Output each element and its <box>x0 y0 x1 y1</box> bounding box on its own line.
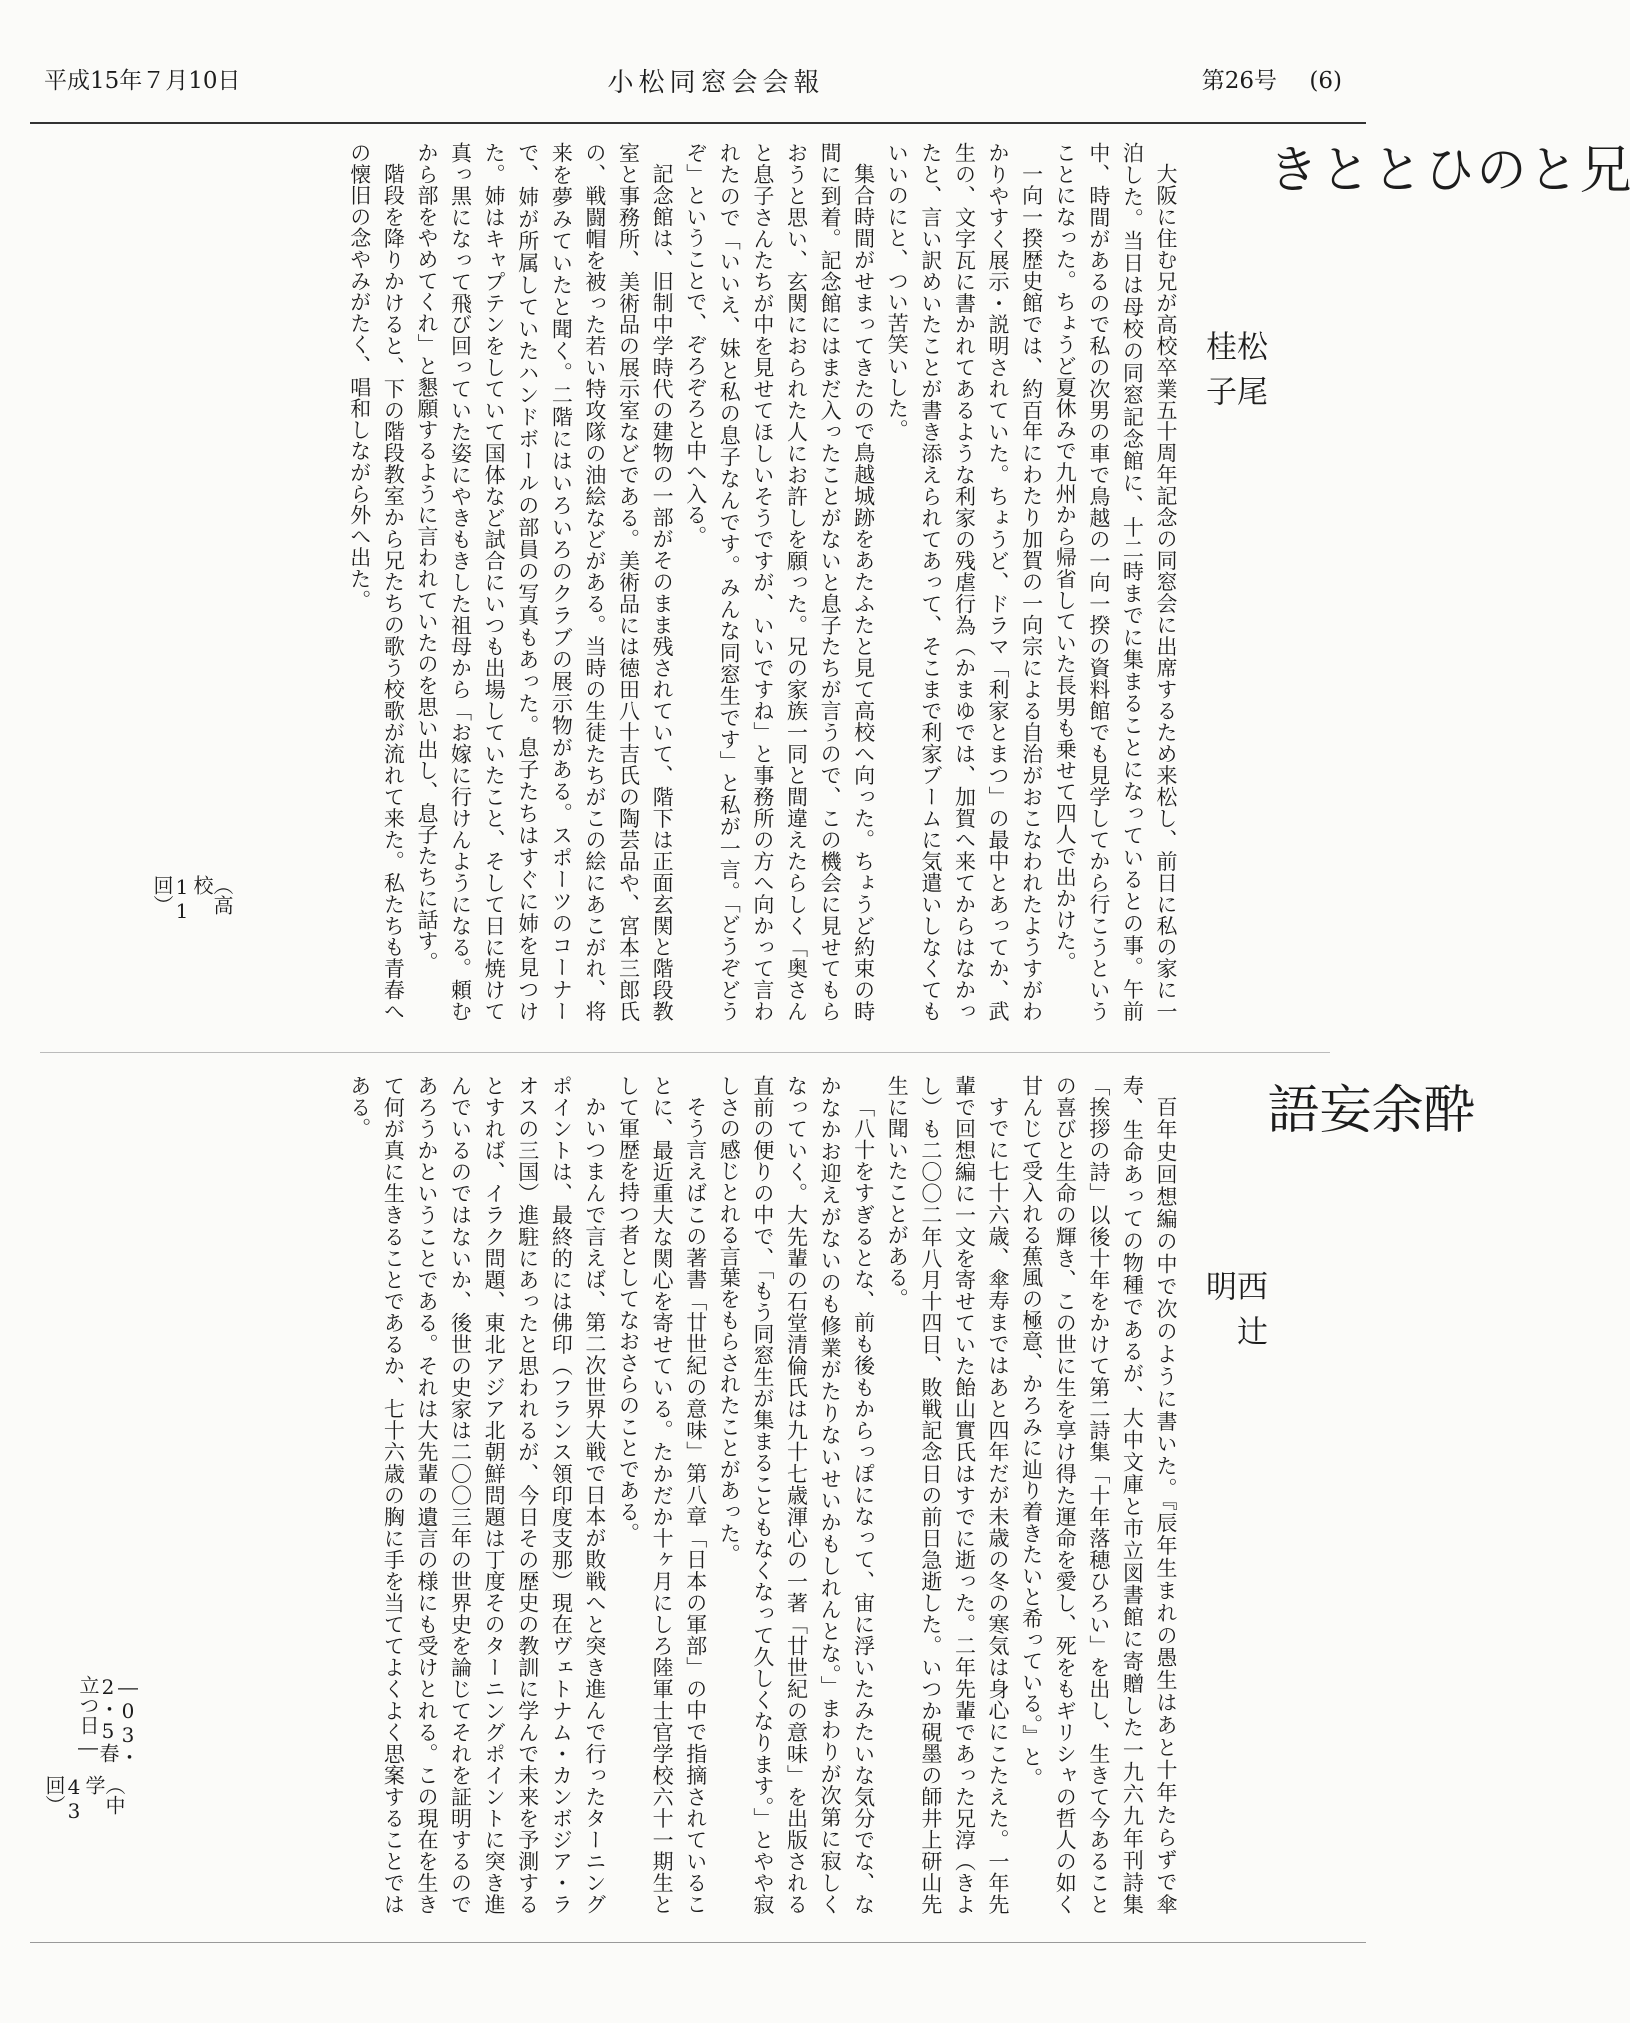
header-rule <box>30 122 1366 124</box>
paragraph: 大阪に住む兄が高校卒業五十周年記念の同窓会に出席するため来松し、前日に私の家に一泊した。当日は母校の同窓記念館に、十二時までに集まることになっているとの事。午前中、時間があるので私の次男の車で鳥越の一向一揆の資料館でも見学してから行こうということになった。ちょうど夏休みで九州から帰省していた長男も乗せて四人で出かけた。 <box>1053 142 1178 1022</box>
paragraph: 「八十をすぎるとな、前も後もからっぽになって、宙に浮いたみたいな気分でな、なかなかお迎えがないのも修業がたりないせいかもしれんとな。」まわりが次第に寂しくなっていく。大先輩の石堂清倫氏は九十七歳渾心の一著「廿世紀の意味」を出版される直前の便りの中で、「もう同窓生が集まることもなくなって久しくなります。」とやや寂しさの感じとれる言葉をもらされたことがあった。 <box>717 1075 876 1915</box>
article-author: 西辻 明 <box>1200 1270 1267 1405</box>
article-date-note: ―03・2・5春立つ日― <box>76 1675 140 1767</box>
footer-rule <box>30 1942 1366 1943</box>
paragraph: 百年史回想編の中で次のように書いた。『辰年生まれの愚生はあと十年たらずで傘寿、生命あっての物種であるが、大中文庫と市立図書館に寄贈した一九六九年刊詩集「挨拶の詩」以後十年をかけて第二詩集「十年落穂ひろい」を出し、生きて今あることの喜びと生命の輝き、この世に生を享け得た運命を愛し、死をもギリシャの哲人の如く甘んじて受入れる蕉風の極意、かろみに辿り着きたいと希っている。』と。 <box>1019 1075 1178 1915</box>
paragraph: そう言えばこの著書「廿世紀の意味」第八章「日本の軍部」の中で指摘されていることに、最近重大な関心を寄せている。たかだか十ヶ月にしろ陸軍士官学校六十一期生として軍歴を持つ者としてなおさらのことである。 <box>616 1075 708 1915</box>
paragraph: 一向一揆歴史館では、約百年にわたり加賀の一向宗による自治がおこなわれたようすがわかりやすく展示・説明されていた。ちょうど、ドラマ「利家とまつ」の最中とあってか、武生の、文字瓦に書かれてあるような利家の残虐行為（かまゆでは、加賀へ来てからはなかったと、言い訳めいたことが書き添えられてあって、そこまで利家ブームに気遣いしなくてもいいのにと、つい苦笑いした。 <box>885 142 1044 1022</box>
article-signature: （中学43回） <box>42 1775 126 1823</box>
article-title: 酔余妄語 <box>1258 1082 1474 1138</box>
paragraph: 集合時間がせまってきたので鳥越城跡をあたふたと見て高校へ向った。ちょうど約束の時間に到着。記念館にはまだ入ったことがないと息子たちが言うので、この機会に見せてもらおうと思い、玄関におられた人にお許しを願った。兄の家族一同と間違えたらしく「奥さんと息子さんたちが中を見せてほしいそうですが、いいですね」と事務所の方へ向かって言われたので「いいえ、妹と私の息子なんです。みんな同窓生です」と私が一言。「どうぞどうぞ」ということで、ぞろぞろと中へ入る。 <box>683 142 876 1022</box>
article-author: 松尾 桂子 <box>1200 330 1267 465</box>
paragraph: かいつまんで言えば、第二次世界大戦で日本が敗戦へと突き進んで行ったターニングポイントは、最終的には佛印（フランス領印度支那）現在ヴェトナム・カンボジア・ラオスの三国）進駐にあったと思われるが、今日その歴史の教訓に学んで未来を予測するとすれば、イラク問題、東北アジア北朝鮮問題は丁度そのターニングポイントに突き進んでいるのではないか、後世の史家は二〇〇三年の世界史を論じてそれを証明するのであろうかということである。それは大先輩の遺言の様にも受けとれる。この現在を生きて何が真に生きることであるか、七十六歳の胸に手を当ててよくよく思案することではある。 <box>347 1075 607 1915</box>
article-title: 兄とのひととき <box>1258 142 1630 198</box>
paragraph: 階段を降りかけると、下の階段教室から兄たちの歌う校歌が流れて来た。私たちも青春への懐旧の念やみがたく、唱和しながら外へ出た。 <box>347 142 406 1022</box>
issue-number: 第26号 <box>1201 68 1277 94</box>
issue-date: 平成15年７月10日 <box>44 68 241 94</box>
page-number: (6) <box>1309 68 1342 94</box>
newsletter-title: 小松同窓会会報 <box>607 68 825 98</box>
article-body <box>40 1075 1182 1915</box>
article-signature: （高校11回） <box>150 875 234 923</box>
paragraph: すでに七十六歳、傘寿まではあと四年だが未歳の冬の寒気は身心にこたえた。一年先輩で回想編に一文を寄せていた飴山實氏はすでに逝った。二年先輩であった兄淳（きよし）も二〇〇二年八月十四日、敗戦記念日の前日急逝した。いつか硯墨の師井上研山先生に聞いたことがある。 <box>885 1075 1011 1915</box>
paragraph: 記念館は、旧制中学時代の建物の一部がそのまま残されていて、階下は正面玄関と階段教室と事務所、美術品の展示室などである。美術品には徳田八十吉氏の陶芸品や、宮本三郎氏の、戦闘帽を被った若い特攻隊の油絵などがある。当時の生徒たちがこの絵にあこがれ、将来を夢みていたと聞く。二階にはいろいろのクラブの展示物がある。スポーツのコーナーで、姉が所属していたハンドボールの部員の写真もあった。息子たちはすぐに姉を見つけた。姉はキャプテンをしていて国体など試合にいつも出場していたこと、そして日に焼けて真っ黒になって飛び回っていた姿にやきもきした祖母から「お嫁に行けんようになる。頼むから部をやめてくれ」と懇願するように言われていたのを思い出し、息子たちに話す。 <box>414 142 675 1022</box>
article-divider <box>40 1052 1330 1053</box>
